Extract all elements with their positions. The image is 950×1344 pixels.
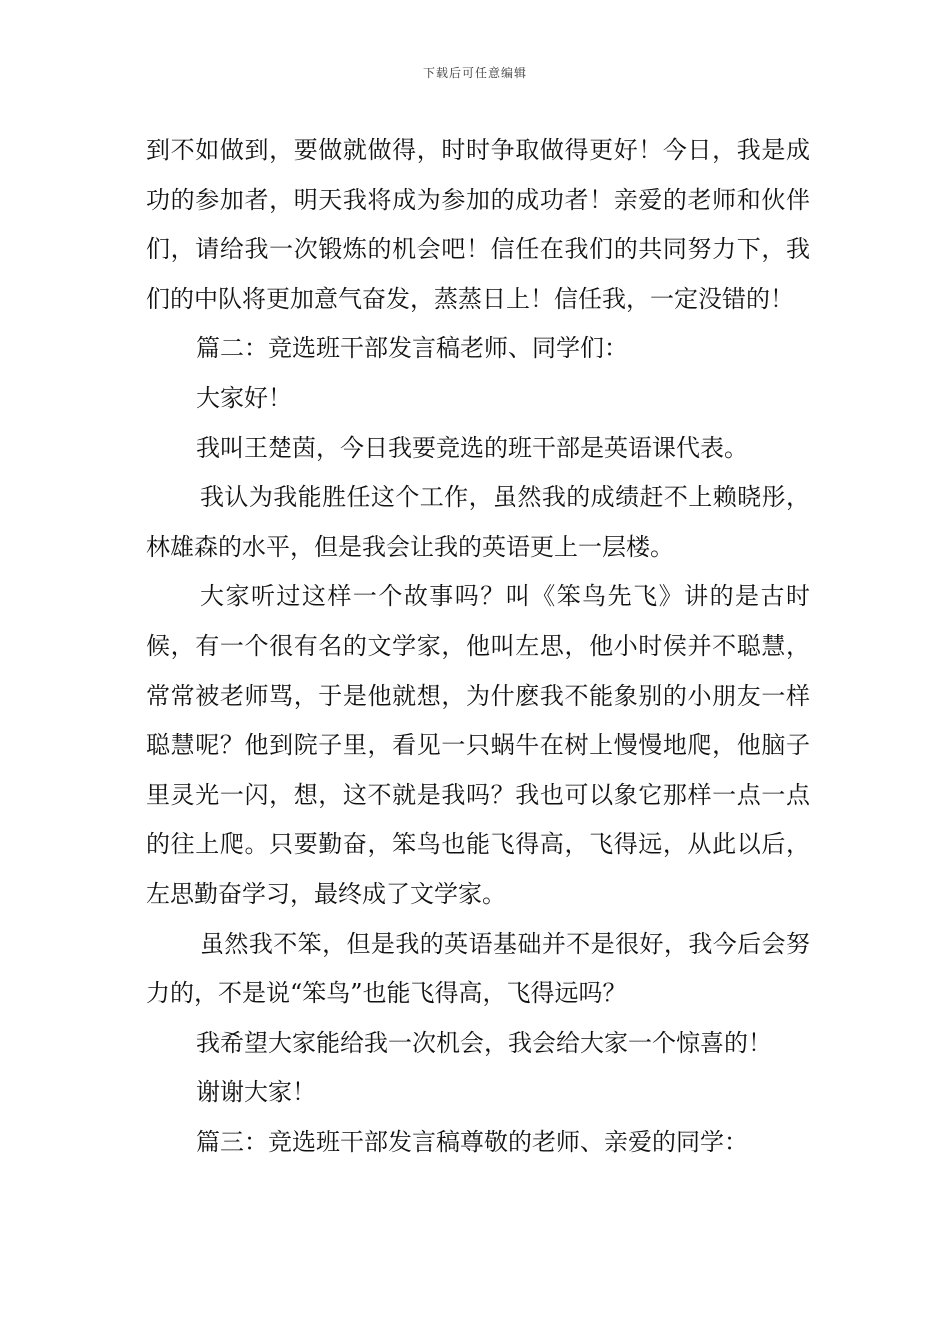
document-body [146, 126, 810, 1167]
paragraph-continuation: 到不如做到，要做就做得，时时争取做得更好！今日，我是成功的参加者，明天我将成为参加的成功者！亲爱的老师和伙伴们，请给我一次锻炼的机会吧！信任在我们的共同努力下，我们的中队将更加意气奋发，蒸蒸日上！信任我，一定没错的！ [146, 136, 810, 313]
thanks: 谢谢大家！ [196, 1078, 316, 1107]
paragraph-ability: 我认为我能胜任这个工作，虽然我的成绩赶不上赖晓彤，林雄森的水平，但是我会让我的英语更上一层楼。 [146, 483, 810, 561]
paragraph-effort: 虽然我不笨，但是我的英语基础并不是很好，我今后会努力的，不是说“笨鸟”也能飞得高，飞得远吗？ [146, 929, 810, 1008]
paragraph-intro: 我叫王楚茵，今日我要竞选的班干部是英语课代表。 [196, 433, 748, 462]
paragraph-story: 大家听过这样一个故事吗？叫《笨鸟先飞》讲的是古时候，有一个很有名的文学家，他叫左思，他小时侯并不聪慧，常常被老师骂，于是他就想，为什麽我不能象别的小朋友一样聪慧呢？他到院子里，看见一只蜗牛在树上慢慢地爬，他脑子里灵光一闪，想，这不就是我吗？我也可以象它那样一点一点的往上爬。只要勤奋，笨鸟也能飞得高，飞得远，从此以后，左思勤奋学习，最终成了文学家。 [146, 582, 810, 908]
page-header: 下载后可任意编辑 [422, 66, 527, 80]
paragraph-hope: 我希望大家能给我一次机会，我会给大家一个惊喜的！ [196, 1028, 772, 1057]
section-heading-3: 篇三：竞选班干部发言稿尊敬的老师、亲爱的同学： [196, 1127, 748, 1156]
greeting: 大家好！ [196, 383, 292, 412]
section-heading-2: 篇二：竞选班干部发言稿老师、同学们： [196, 334, 628, 363]
